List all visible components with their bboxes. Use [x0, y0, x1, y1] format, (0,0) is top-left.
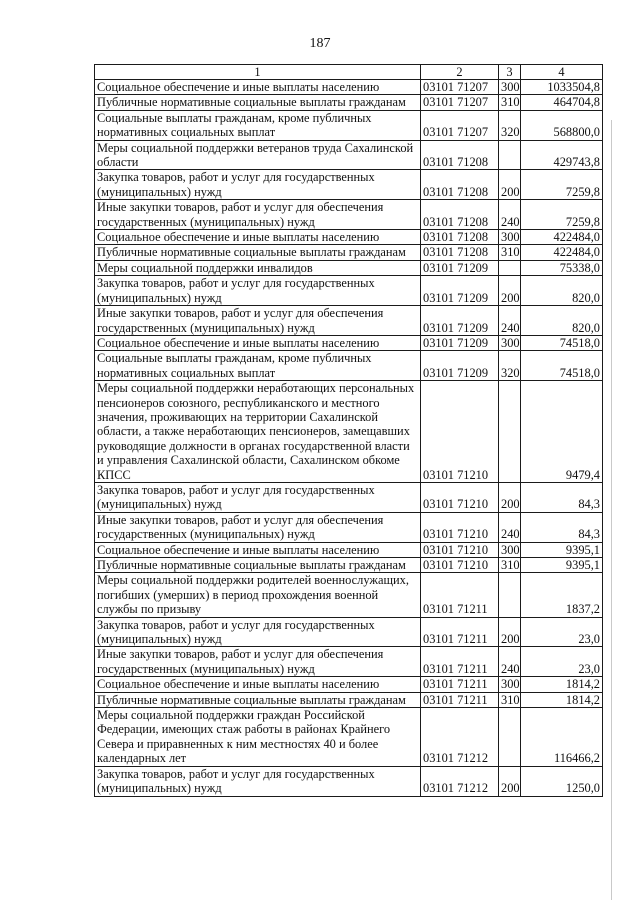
table-row [95, 80, 603, 95]
scan-edge-line [611, 120, 612, 900]
row-name: Социальное обеспечение и иные выплаты населению [95, 542, 421, 557]
row-amount: 422484,0 [521, 230, 603, 245]
row-type: 240 [499, 200, 521, 230]
row-amount: 1837,2 [521, 573, 603, 617]
table-row [95, 708, 603, 767]
row-type [499, 708, 521, 767]
row-amount: 1814,2 [521, 692, 603, 707]
row-name: Социальные выплаты гражданам, кроме публичных нормативных социальных выплат [95, 110, 421, 140]
table-row [95, 617, 603, 647]
row-amount: 116466,2 [521, 708, 603, 767]
row-type: 310 [499, 95, 521, 110]
row-name: Публичные нормативные социальные выплаты гражданам [95, 95, 421, 110]
row-code: 03101 71208 [421, 200, 499, 230]
table-row [95, 766, 603, 796]
row-type: 200 [499, 766, 521, 796]
row-type: 200 [499, 482, 521, 512]
row-type: 310 [499, 692, 521, 707]
header-col-2: 2 [421, 65, 499, 80]
row-type: 320 [499, 351, 521, 381]
row-name: Социальное обеспечение и иные выплаты населению [95, 230, 421, 245]
row-code: 03101 71208 [421, 170, 499, 200]
table-row [95, 230, 603, 245]
row-code: 03101 71210 [421, 512, 499, 542]
table-body [95, 80, 603, 797]
row-type [499, 260, 521, 275]
row-amount: 820,0 [521, 306, 603, 336]
row-name: Закупка товаров, работ и услуг для государственных (муниципальных) нужд [95, 617, 421, 647]
row-type: 200 [499, 617, 521, 647]
row-code: 03101 71209 [421, 276, 499, 306]
row-name: Меры социальной поддержки родителей военнослужащих, погибших (умерших) в период прохождения военной службы по призыву [95, 573, 421, 617]
row-amount: 75338,0 [521, 260, 603, 275]
row-name: Иные закупки товаров, работ и услуг для обеспечения государственных (муниципальных) нужд [95, 306, 421, 336]
row-type: 300 [499, 80, 521, 95]
row-code: 03101 71212 [421, 708, 499, 767]
row-type [499, 381, 521, 483]
table-row [95, 512, 603, 542]
row-code: 03101 71211 [421, 647, 499, 677]
row-amount: 1250,0 [521, 766, 603, 796]
row-code: 03101 71207 [421, 110, 499, 140]
table-row [95, 558, 603, 573]
row-code: 03101 71208 [421, 140, 499, 170]
table-row [95, 276, 603, 306]
row-code: 03101 71210 [421, 482, 499, 512]
page-number: 187 [309, 36, 331, 51]
row-code: 03101 71210 [421, 542, 499, 557]
row-name: Социальное обеспечение и иные выплаты населению [95, 677, 421, 692]
table-row [95, 170, 603, 200]
table-row [95, 260, 603, 275]
row-type: 300 [499, 677, 521, 692]
table-row [95, 647, 603, 677]
row-name: Закупка товаров, работ и услуг для государственных (муниципальных) нужд [95, 170, 421, 200]
row-name: Публичные нормативные социальные выплаты гражданам [95, 558, 421, 573]
row-name: Публичные нормативные социальные выплаты гражданам [95, 245, 421, 260]
row-type: 300 [499, 542, 521, 557]
table-row [95, 95, 603, 110]
row-code: 03101 71211 [421, 692, 499, 707]
row-name: Закупка товаров, работ и услуг для государственных (муниципальных) нужд [95, 276, 421, 306]
row-type: 300 [499, 230, 521, 245]
row-code: 03101 71211 [421, 573, 499, 617]
row-name: Социальное обеспечение и иные выплаты населению [95, 80, 421, 95]
table-row [95, 140, 603, 170]
row-code: 03101 71207 [421, 80, 499, 95]
table-row [95, 245, 603, 260]
row-amount: 429743,8 [521, 140, 603, 170]
row-type [499, 573, 521, 617]
row-amount: 568800,0 [521, 110, 603, 140]
table-row [95, 110, 603, 140]
row-type: 300 [499, 335, 521, 350]
row-type: 240 [499, 647, 521, 677]
row-code: 03101 71207 [421, 95, 499, 110]
table-row [95, 335, 603, 350]
row-type: 240 [499, 306, 521, 336]
header-col-4: 4 [521, 65, 603, 80]
row-type [499, 140, 521, 170]
row-code: 03101 71208 [421, 245, 499, 260]
table-header-row [95, 65, 603, 80]
row-amount: 1814,2 [521, 677, 603, 692]
budget-table [94, 64, 603, 797]
row-type: 310 [499, 558, 521, 573]
row-code: 03101 71211 [421, 617, 499, 647]
row-name: Социальные выплаты гражданам, кроме публичных нормативных социальных выплат [95, 351, 421, 381]
row-code: 03101 71209 [421, 351, 499, 381]
row-amount: 23,0 [521, 647, 603, 677]
row-name: Иные закупки товаров, работ и услуг для обеспечения государственных (муниципальных) нужд [95, 512, 421, 542]
row-type: 310 [499, 245, 521, 260]
row-code: 03101 71211 [421, 677, 499, 692]
header-col-1: 1 [95, 65, 421, 80]
table-row [95, 677, 603, 692]
row-name: Меры социальной поддержки инвалидов [95, 260, 421, 275]
row-amount: 74518,0 [521, 351, 603, 381]
row-name: Меры социальной поддержки неработающих персональных пенсионеров союзного, республиканского и местного значения, проживающих на территории Сахалинской области, а также неработающих пенсионеров, замещавших руководящие должности в органах государственной власти и управления Сахалинской области, Сахалинском обкоме КПСС [95, 381, 421, 483]
row-name: Меры социальной поддержки ветеранов труда Сахалинской области [95, 140, 421, 170]
row-amount: 1033504,8 [521, 80, 603, 95]
row-amount: 7259,8 [521, 170, 603, 200]
row-type: 240 [499, 512, 521, 542]
table-row [95, 482, 603, 512]
header-col-3: 3 [499, 65, 521, 80]
row-amount: 7259,8 [521, 200, 603, 230]
table-row [95, 306, 603, 336]
row-amount: 9395,1 [521, 558, 603, 573]
table-row [95, 200, 603, 230]
row-code: 03101 71210 [421, 381, 499, 483]
row-code: 03101 71209 [421, 306, 499, 336]
row-amount: 84,3 [521, 512, 603, 542]
row-code: 03101 71208 [421, 230, 499, 245]
row-type: 200 [499, 170, 521, 200]
table-row [95, 351, 603, 381]
row-amount: 84,3 [521, 482, 603, 512]
row-name: Иные закупки товаров, работ и услуг для обеспечения государственных (муниципальных) нужд [95, 200, 421, 230]
row-name: Социальное обеспечение и иные выплаты населению [95, 335, 421, 350]
row-amount: 464704,8 [521, 95, 603, 110]
row-type: 200 [499, 276, 521, 306]
table-row [95, 381, 603, 483]
row-name: Меры социальной поддержки граждан Российской Федерации, имеющих стаж работы в районах Крайнего Севера и приравненных к ним местностях 40 и более календарных лет [95, 708, 421, 767]
row-code: 03101 71209 [421, 335, 499, 350]
row-amount: 422484,0 [521, 245, 603, 260]
row-amount: 820,0 [521, 276, 603, 306]
row-code: 03101 71212 [421, 766, 499, 796]
row-name: Закупка товаров, работ и услуг для государственных (муниципальных) нужд [95, 766, 421, 796]
row-code: 03101 71209 [421, 260, 499, 275]
table-row [95, 573, 603, 617]
row-type: 320 [499, 110, 521, 140]
row-amount: 23,0 [521, 617, 603, 647]
row-name: Иные закупки товаров, работ и услуг для обеспечения государственных (муниципальных) нужд [95, 647, 421, 677]
row-amount: 74518,0 [521, 335, 603, 350]
row-name: Публичные нормативные социальные выплаты гражданам [95, 692, 421, 707]
row-amount: 9395,1 [521, 542, 603, 557]
table-row [95, 542, 603, 557]
row-amount: 9479,4 [521, 381, 603, 483]
table-row [95, 692, 603, 707]
row-code: 03101 71210 [421, 558, 499, 573]
row-name: Закупка товаров, работ и услуг для государственных (муниципальных) нужд [95, 482, 421, 512]
